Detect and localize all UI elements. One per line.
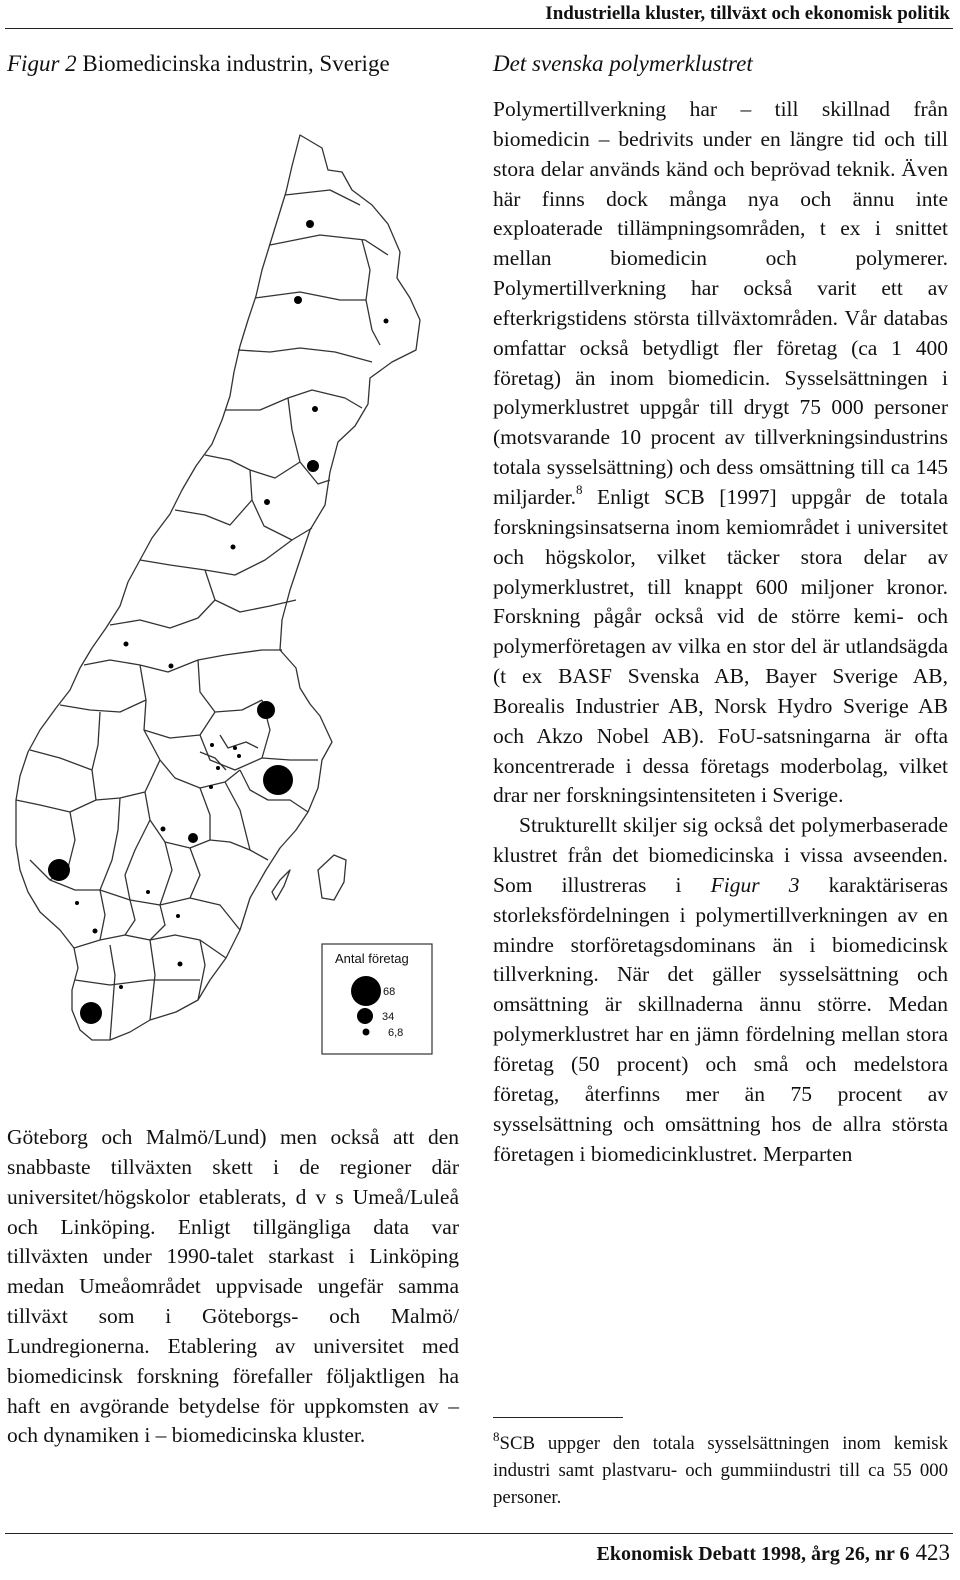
figure-number: Figur 2 — [7, 51, 77, 76]
left-column-paragraph: Göteborg och Malmö/Lund) men också att den snabbaste tillväxten skett i de regioner där universitet/högskolor etablerats, d v s Umeå/Luleå och Linköping. Enligt tillgängliga data var tillväxten under 1990-talet starkast i Linköping medan Umeåområdet uppvisade ungefär samma tillväxt som i Göteborgs- och Malmö/ Lundregionerna. Etablering av universitet med biomedicinsk forskning förefaller följaktligen ha haft en avgörande betydelse för uppkomsten av – och dynamiken i – biomedicinska kluster. — [7, 1125, 459, 1448]
marker-dot — [176, 914, 180, 918]
map-legend — [322, 944, 432, 1054]
region-border — [200, 788, 210, 840]
marker-dot-large — [48, 859, 70, 881]
island-gotland — [318, 855, 346, 900]
region-border — [238, 348, 372, 362]
footer-rule — [5, 1533, 953, 1534]
marker-dot — [178, 962, 183, 967]
region-border — [125, 820, 150, 900]
region-border — [125, 900, 135, 935]
marker-dot — [93, 929, 98, 934]
region-border — [205, 455, 300, 478]
region-border — [270, 235, 388, 255]
paragraph-2: Strukturellt skiljer sig också det polymerbaserade klustret från det biomedicinska i vissa avseenden. Som illustreras i Figur 3 karaktäriseras storleksfördelningen i polymertillverkningen av en mindre storföretagsdominans än i biomedicinsk tillverkning. När det gäller sysselsättning och omsättning är skillnaderna ännu större. Medan polymerklustret har en jämn fördelning mellan stora företag (50 procent) och små och medelstora företag, återfinns mer än 75 procent av sysselsättning och omsättning hos de allra största företagen i biomedicinklustret. Merparten — [493, 813, 948, 1166]
region-border — [140, 540, 292, 575]
marker-dot — [306, 220, 314, 228]
region-border — [198, 660, 262, 712]
region-border — [100, 798, 120, 890]
figure-caption — [7, 48, 447, 79]
page-number: 423 — [915, 1540, 950, 1565]
legend-dot-34 — [357, 1008, 373, 1024]
marker-dot — [188, 833, 198, 843]
footnote — [493, 1430, 948, 1511]
region-border — [110, 945, 115, 1040]
legend-value-6-8: 6,8 — [388, 1027, 404, 1039]
region-border — [96, 760, 160, 800]
region-border — [92, 712, 100, 800]
region-border — [250, 470, 312, 540]
figure-title: Biomedicinska industrin, Sverige — [82, 51, 390, 76]
region-border — [285, 190, 360, 205]
region-border — [362, 240, 380, 345]
marker-dot — [209, 785, 213, 789]
region-border — [30, 750, 92, 770]
journal-name: Ekonomisk Debatt 1998, årg 26, nr 6 — [596, 1543, 910, 1565]
marker-dot — [119, 985, 123, 989]
marker-dot — [75, 901, 79, 905]
marker-dot — [264, 499, 270, 505]
legend-dot-68 — [351, 976, 381, 1006]
sweden-map — [0, 115, 480, 1055]
region-border — [100, 890, 105, 940]
legend-value-34: 34 — [382, 1011, 395, 1023]
page-footer — [597, 1540, 951, 1566]
footnote-rule — [493, 1417, 623, 1418]
region-border — [150, 905, 165, 940]
region-border — [288, 398, 330, 484]
marker-dot-large — [257, 701, 275, 719]
region-border — [205, 570, 296, 612]
marker-dot — [169, 664, 174, 669]
marker-dot — [384, 319, 389, 324]
legend-value-68: 68 — [383, 986, 396, 998]
marker-dot — [312, 406, 318, 412]
marker-dot — [231, 545, 236, 550]
legend-title: Antal företag — [335, 951, 409, 966]
region-border — [220, 735, 258, 748]
region-border — [225, 782, 250, 850]
right-column — [493, 48, 948, 1169]
region-border — [16, 800, 96, 812]
region-border — [225, 390, 362, 410]
region-border — [75, 980, 200, 985]
marker-dot — [161, 827, 166, 832]
figure-reference: Figur 3 — [710, 872, 800, 897]
region-border — [140, 665, 160, 760]
section-title: Det svenska polymerklustret — [493, 51, 753, 76]
running-head: Industriella kluster, tillväxt och ekonomisk politik — [545, 3, 950, 24]
footnote-number: 8 — [493, 1429, 500, 1444]
marker-dot — [124, 642, 129, 647]
region-border — [200, 735, 318, 770]
marker-dot — [146, 890, 150, 894]
marker-dot — [237, 754, 241, 758]
region-border — [60, 700, 146, 712]
island-oland — [272, 870, 290, 900]
legend-dot-6-8 — [363, 1029, 370, 1036]
region-border — [160, 760, 240, 788]
region-border — [84, 650, 282, 672]
footnote-text: SCB uppger den totala sysselsättningen inom kemisk industri samt plastvaru- och gummiindustri till ca 55 000 personer. — [493, 1433, 948, 1508]
region-border — [110, 600, 215, 628]
region-border — [255, 292, 366, 300]
footnote-ref: 8 — [576, 481, 583, 497]
header-rule — [5, 28, 953, 29]
marker-dot-largest — [263, 765, 293, 795]
marker-dot — [210, 743, 214, 747]
marker-dot — [233, 746, 237, 750]
marker-dot — [307, 460, 319, 472]
marker-dot — [216, 766, 220, 770]
marker-dot-large — [80, 1002, 102, 1024]
region-border — [144, 712, 215, 738]
paragraph-1: Polymertillverkning har – till skillnad från biomedicin – bedrivits under en längre tid och till stora delar används känd och beprövad teknik. Även här finns dock många nya och ännu inte exploaterade tillämpningsområden, t ex i snittet mellan biomedicin och polymerer. Polymertillverkning har också varit ett av efterkrigstidens största tillväxtområden. Vår databas omfattar också betydligt fler företag (ca 1 400 företag) än inom biomedicin. Sysselsättningen i polymerklustret uppgår till drygt 75 000 personer (motsvarande 10 procent av tillverkningsindustrins totala sysselsättning) och dess omsättning till ca 145 miljarder.$^8$ Enligt SCB [1997] uppgår de totala forskningsinsatserna inom kemiområdet i universitet och högskolor, vilket täcker stora delar av polymerklustret, till knappt 600 miljoner kronor. Forskning pågår också vid de större kemi- och polymerföretagen av vilka en stor del är utlandsägda (t ex BASF Svenska AB, Bayer Sverige AB, Borealis Industrier AB, Norsk Hydro Sverige AB och Akzo Nobel AB). FoU-satsningarna är ofta koncentrerade i dessa företags moderbolag, vilket drar ner forskningsintensiteten i Sverige. — [493, 97, 948, 808]
region-border — [160, 842, 172, 905]
region-border — [190, 848, 200, 898]
region-border — [175, 500, 252, 525]
marker-dot — [294, 296, 302, 304]
